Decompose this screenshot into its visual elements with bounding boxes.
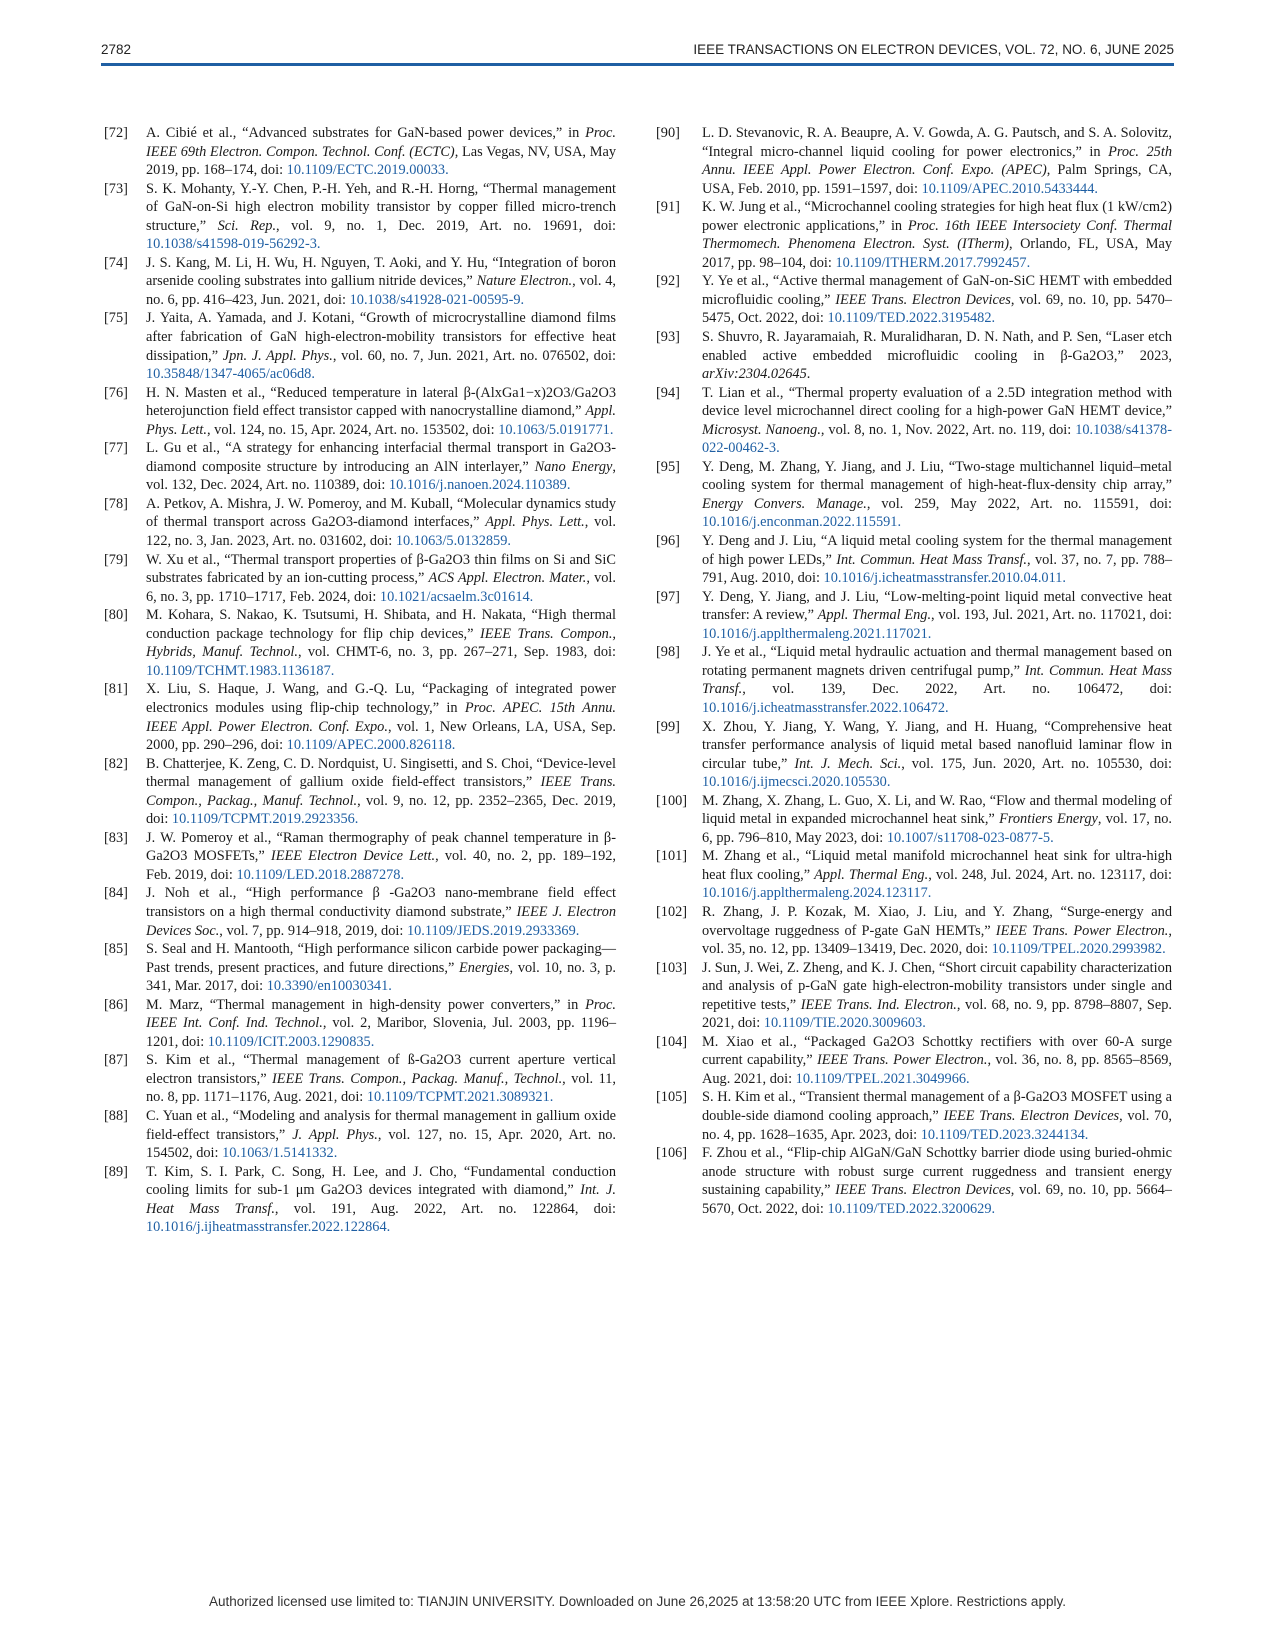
doi-link[interactable]: 10.1109/APEC.2010.5433444 <box>921 180 1095 197</box>
reference-entry <box>656 328 1172 384</box>
reference-entry <box>656 272 1172 328</box>
doi-link[interactable]: 10.1109/LED.2018.2887278 <box>236 866 401 883</box>
reference-details: , vol. 132, Dec. 2024, Art. no. 110389, doi: <box>146 458 616 494</box>
reference-number: [97] <box>656 588 680 605</box>
reference-venue: J. Appl. Phys. <box>292 1126 378 1143</box>
doi-link[interactable]: 10.1016/j.ijmecsci.2020.105530 <box>702 774 887 791</box>
reference-details: , vol. 2, Maribor, Slovenia, Jul. 2003, pp. 1196–1201, doi: <box>146 1015 616 1050</box>
reference-end-period: . <box>316 236 321 253</box>
reference-entry <box>656 1033 1173 1089</box>
doi-link[interactable]: 10.1109/ICIT.2003.1290835 <box>207 1033 371 1050</box>
reference-end-period: . <box>529 588 534 605</box>
doi-link[interactable]: 10.3390/en10030341 <box>266 978 389 995</box>
reference-details: , vol. CHMT-6, no. 3, pp. 267–271, Sep. 1983, doi: <box>297 644 617 661</box>
reference-end-period: . <box>945 699 949 716</box>
reference-details: , vol. 10, no. 3, p. 341, Mar. 2017, doi: <box>146 959 616 995</box>
doi-link[interactable]: 10.1016/j.icheatmasstransfer.2010.04.011 <box>823 570 1063 587</box>
reference-text <box>146 385 616 438</box>
reference-venue: IEEE Trans. Electron Devices <box>943 1107 1120 1124</box>
doi-link[interactable]: 10.1038/s41928-021-00595-9 <box>349 291 521 308</box>
reference-venue: Proc. 25th Annu. IEEE Appl. Power Electron. Conf. Expo. (APEC) <box>702 143 1172 179</box>
reference-number: [89] <box>104 1163 128 1180</box>
reference-details: , vol. 6, no. 3, pp. 1710–1717, Feb. 2024, doi: <box>146 570 616 605</box>
reference-details: , vol. 40, no. 2, pp. 189–192, Feb. 2019, doi: <box>146 848 617 883</box>
reference-number: [92] <box>656 273 680 290</box>
reference-details: , Las Vegas, NV, USA, May 2019, pp. 168–174, doi: <box>146 143 616 179</box>
doi-link[interactable]: 10.1109/TED.2022.3200629 <box>827 1200 992 1217</box>
reference-end-period: . <box>927 885 932 902</box>
reference-details: , vol. 11, no. 8, pp. 1171–1176, Aug. 2021, doi: <box>146 1070 616 1106</box>
reference-number: [76] <box>104 384 128 401</box>
reference-end-period: . <box>609 421 614 438</box>
doi-link[interactable]: 10.1109/TPEL.2021.3049966 <box>795 1070 967 1087</box>
doi-link[interactable]: 10.1109/TPEL.2020.2993982 <box>991 941 1163 958</box>
reference-number: [96] <box>656 533 680 550</box>
reference-details: , Orlando, FL, USA, May 2017, pp. 98–104, doi: <box>702 236 1172 271</box>
reference-venue: Int. Commun. Heat Mass Transf. <box>702 662 1172 698</box>
reference-text <box>146 830 616 883</box>
reference-entry <box>656 384 1173 458</box>
reference-end-period: . <box>333 1145 338 1162</box>
reference-authors-title: J. Ye et al., “Liquid metal hydraulic actuation and thermal management based on rotating permanent magnets driven centrifugal pump,” <box>702 644 1172 679</box>
reference-end-period: . <box>922 1015 926 1032</box>
reference-entry <box>104 606 616 680</box>
reference-details: , vol. 193, Jul. 2021, Art. no. 117021, doi: <box>931 607 1172 624</box>
reference-entry <box>104 1051 616 1107</box>
reference-text <box>702 848 1172 901</box>
reference-details: , vol. 139, Dec. 2022, Art. no. 106472, doi: <box>742 681 1172 698</box>
reference-end-period: . <box>566 477 571 494</box>
reference-entry <box>656 792 1173 848</box>
reference-end-period: . <box>776 440 780 457</box>
doi-link[interactable]: 10.1109/TED.2023.3244134 <box>920 1126 1085 1143</box>
reference-entry <box>656 588 1172 644</box>
reference-number: [79] <box>104 551 128 568</box>
reference-text <box>702 125 1172 197</box>
reference-text <box>702 385 1172 457</box>
reference-number: [85] <box>104 941 128 958</box>
reference-end-period: . <box>388 978 392 995</box>
reference-number: [82] <box>104 755 128 772</box>
reference-text <box>702 904 1172 957</box>
reference-authors-title: M. Zhang, X. Zhang, L. Guo, X. Li, and W. Rao, “Flow and thermal modeling of liquid metal in expanded microchannel heat sink,” <box>702 792 1172 828</box>
reference-text <box>146 607 616 679</box>
reference-number: [100] <box>656 792 688 809</box>
reference-number: [91] <box>656 199 680 216</box>
reference-authors-title: L. Gu et al., “A strategy for enhancing interfacial thermal transport in Ga2O3-diamond composite structure by introducing an AlN interlayer,” <box>146 440 616 475</box>
reference-venue: IEEE Trans. Compon., Packag. Manuf., Technol. <box>272 1070 563 1087</box>
reference-text <box>146 1108 616 1161</box>
reference-number: [90] <box>656 125 680 141</box>
reference-authors-title: M. Xiao et al., “Packaged Ga2O3 Schottky rectifiers with over 60-A surge current capability,” <box>702 1033 1172 1069</box>
reference-venue: Appl. Thermal Eng. <box>814 866 929 883</box>
reference-number: [78] <box>104 495 128 512</box>
reference-authors-title: Y. Ye et al., “Active thermal management of GaN-on-SiC HEMT with embedded microfluidic cooling,” <box>702 273 1172 308</box>
reference-end-period: . <box>520 291 525 308</box>
reference-venue: Proc. IEEE Int. Conf. Ind. Technol. <box>146 996 616 1032</box>
reference-number: [80] <box>104 607 128 624</box>
reference-authors-title: S. Kim et al., “Thermal management of ß-Ga2O3 current aperture vertical electron transistors,” <box>146 1052 616 1087</box>
reference-details: , Palm Springs, CA, USA, Feb. 2010, pp. 1591–1597, doi: <box>702 162 1172 197</box>
reference-details: , vol. 8, no. 1, Nov. 2022, Art. no. 119, doi: <box>820 421 1076 438</box>
reference-entry <box>104 1163 616 1237</box>
reference-text <box>702 1034 1172 1087</box>
reference-venue: IEEE Trans. Compon., Packag., Manuf. Technol. <box>146 774 616 809</box>
reference-entry <box>104 680 616 754</box>
reference-entry <box>656 124 1172 198</box>
reference-venue: Proc. 16th IEEE Intersociety Conf. Thermal Thermomech. Phenomena Electron. Syst. (ITherm) <box>702 217 1172 253</box>
doi-link[interactable]: 10.1109/APEC.2000.826118 <box>286 737 452 754</box>
doi-link[interactable]: 10.1109/TCHMT.1983.1136187 <box>146 662 331 679</box>
reference-authors-title: W. Xu et al., “Thermal transport properties of β-Ga2O3 thin films on Si and SiC substrates fabricated by an ion-cutting process,” <box>146 551 616 587</box>
reference-details: , vol. 17, no. 6, pp. 796–810, May 2023, doi: <box>702 811 1173 846</box>
reference-details: , vol. 124, no. 15, Apr. 2024, Art. no. 153502, doi: <box>206 421 499 438</box>
reference-venue: IEEE J. Electron Devices Soc. <box>146 903 617 939</box>
reference-authors-title: R. Zhang, J. P. Kozak, M. Xiao, J. Liu, and Y. Zhang, “Surge-energy and overvoltage ruggedness of P-gate GaN HEMTs,” <box>702 903 1172 939</box>
doi-link[interactable]: 10.1016/j.nanoen.2024.110389 <box>388 477 567 494</box>
reference-text <box>702 1145 1172 1217</box>
reference-end-period: . <box>897 514 902 531</box>
reference-entry <box>104 940 616 996</box>
reference-end-period: . <box>1084 1126 1089 1143</box>
reference-end-period: . <box>330 662 335 679</box>
reference-venue: Int. J. Heat Mass Transf. <box>146 1182 617 1217</box>
reference-text <box>146 552 616 605</box>
reference-authors-title: J. Noh et al., “High performance β -Ga2O3 nano-membrane field effect transistors on a high thermal conductivity diamond substrate,” <box>146 885 616 920</box>
reference-end-period: . <box>1162 941 1166 958</box>
reference-number: [81] <box>104 681 128 698</box>
reference-text <box>146 255 616 308</box>
doi-link[interactable]: 10.1016/j.enconman.2022.115591 <box>702 514 898 531</box>
reference-text <box>702 960 1172 1032</box>
journal-title: IEEE TRANSACTIONS ON ELECTRON DEVICES, VOL. 72, NO. 6, JUNE 2025 <box>693 42 1174 57</box>
reference-entry <box>104 1107 616 1163</box>
reference-entry <box>104 124 616 180</box>
reference-end-period: . <box>1050 829 1054 846</box>
reference-text <box>702 793 1172 846</box>
reference-entry <box>656 643 1172 717</box>
reference-number: [95] <box>656 458 680 475</box>
reference-venue: Energy Convers. Manage. <box>702 495 867 512</box>
reference-entry <box>104 180 616 254</box>
reference-end-period: . <box>386 1219 391 1236</box>
doi-link[interactable]: 10.1016/j.ijheatmasstransfer.2022.122864 <box>146 1219 387 1236</box>
doi-link[interactable]: 10.1016/j.icheatmasstransfer.2022.106472 <box>702 699 946 716</box>
reference-number: [83] <box>104 829 128 846</box>
reference-entry <box>656 847 1172 903</box>
reference-text <box>702 199 1172 271</box>
doi-link[interactable]: 10.1109/ECTC.2019.00033 <box>286 162 446 179</box>
reference-authors-title: J. Sun, J. Wei, Z. Zheng, and K. J. Chen, “Short circuit capability characterization and analysis of p-GaN gate high-electron-mobility transistors under single and repetitive tests,” <box>702 959 1172 1013</box>
reference-details: , vol. 122, no. 3, Jan. 2023, Art. no. 031602, doi: <box>146 514 617 550</box>
reference-details: , vol. 69, no. 10, pp. 5470–5475, Oct. 2022, doi: <box>702 291 1172 327</box>
reference-venue: IEEE Trans. Electron Devices <box>835 291 1011 308</box>
reference-text <box>702 273 1172 326</box>
reference-entry <box>656 1144 1172 1218</box>
reference-authors-title: T. Kim, S. I. Park, C. Song, H. Lee, and J. Cho, “Fundamental conduction cooling limits for sub-1 μm Ga2O3 devices integrated with diamond,” <box>146 1163 616 1199</box>
reference-venue: Energies <box>459 959 510 976</box>
reference-venue: IEEE Trans. Ind. Electron. <box>800 996 957 1013</box>
reference-number: [77] <box>104 440 128 457</box>
reference-details: , vol. 68, no. 9, pp. 8798–8807, Sep. 2021, doi: <box>702 996 1172 1032</box>
reference-text <box>146 1052 616 1105</box>
reference-venue: Proc. IEEE 69th Electron. Compon. Technol. Conf. (ECTC) <box>146 125 616 160</box>
reference-details: , vol. 9, no. 12, pp. 2352–2365, Dec. 2019, doi: <box>146 792 616 828</box>
reference-authors-title: J. W. Pomeroy et al., “Raman thermography of peak channel temperature in β-Ga2O3 MOSFETs,” <box>146 829 616 865</box>
reference-text <box>702 459 1172 531</box>
reference-text <box>146 756 616 828</box>
reference-authors-title: M. Zhang et al., “Liquid metal manifold microchannel heat sink for ultra-high heat flux cooling,” <box>702 848 1172 883</box>
reference-authors-title: J. Yaita, A. Yamada, and J. Kotani, “Growth of microcrystalline diamond films after fabrication of GaN high-electron-mobility transistors for effective heat dissipation,” <box>146 310 616 364</box>
reference-text <box>702 589 1172 642</box>
reference-venue: IEEE Trans. Electron Devices <box>835 1182 1011 1199</box>
reference-venue: Microsyst. Nanoeng. <box>702 421 821 438</box>
reference-details: , vol. 1, New Orleans, LA, USA, Sep. 2000, pp. 290–296, doi: <box>146 718 616 754</box>
reference-authors-title: J. S. Kang, M. Li, H. Wu, H. Nguyen, T. Aoki, and Y. Hu, “Integration of boron arsenide cooling substrates into gallium nitride devices,” <box>146 254 616 290</box>
doi-link[interactable]: 10.1063/5.0191771 <box>498 421 610 438</box>
reference-end-period: . <box>1094 180 1098 197</box>
doi-link[interactable]: 10.1007/s11708-023-0877-5 <box>886 829 1051 846</box>
reference-number: [105] <box>656 1089 688 1106</box>
reference-end-period: . <box>507 533 511 550</box>
reference-venue: Appl. Phys. Lett. <box>146 403 616 438</box>
doi-link[interactable]: 10.1038/s41598-019-56292-3 <box>146 236 317 253</box>
reference-end-period: . <box>451 737 456 754</box>
reference-end-period: . <box>575 922 580 939</box>
reference-venue: Jpn. J. Appl. Phys. <box>222 347 333 364</box>
reference-text <box>702 329 1172 382</box>
doi-link[interactable]: 10.1016/j.applthermaleng.2024.123117 <box>702 885 928 902</box>
reference-text <box>146 181 616 253</box>
reference-text <box>146 681 616 753</box>
doi-link[interactable]: 10.1038/s41378-022-00462-3 <box>702 421 1173 457</box>
reference-details: , vol. 7, pp. 914–918, 2019, doi: <box>219 922 407 939</box>
reference-venue: Int. Commun. Heat Mass Transf. <box>836 551 1028 568</box>
reference-venue: Appl. Thermal Eng. <box>817 607 932 624</box>
reference-end-period: . <box>991 310 996 327</box>
reference-authors-title: Y. Deng, M. Zhang, Y. Jiang, and J. Liu, “Two-stage multichannel liquid–metal cooling system for thermal management of high-heat-flux-density chip array,” <box>702 458 1172 494</box>
reference-authors-title: K. W. Jung et al., “Microchannel cooling strategies for high heat flux (1 kW/cm2) power electronic applications,” in <box>702 199 1172 234</box>
reference-authors-title: H. N. Masten et al., “Reduced temperature in lateral β-(AlxGa1−x)2O3/Ga2O3 heterojunction field effect transistor capped with nanocrystalline diamond,” <box>146 384 616 420</box>
reference-number: [94] <box>656 384 680 401</box>
reference-entry <box>104 495 616 551</box>
reference-details: , vol. 60, no. 7, Jun. 2021, Art. no. 076502, doi: <box>332 347 616 364</box>
reference-number: [75] <box>104 310 128 327</box>
reference-authors-title: S. Shuvro, R. Jayaramaiah, R. Muralidharan, D. N. Nath, and P. Sen, “Laser etch enabled active embedded microfluidic cooling in β-Ga2O3,” 2023, <box>702 329 1172 364</box>
reference-details: , vol. 36, no. 8, pp. 8565–8569, Aug. 2021, doi: <box>702 1052 1173 1087</box>
reference-end-period: . <box>886 774 891 791</box>
reference-venue: Frontiers Energy <box>999 811 1098 828</box>
reference-end-period: . <box>927 625 932 642</box>
reference-details: , vol. 248, Jul. 2024, Art. no. 123117, doi: <box>928 866 1172 883</box>
reference-details: , vol. 9, no. 1, Dec. 2019, Art. no. 19691, doi: <box>276 217 616 234</box>
reference-text <box>146 125 616 178</box>
reference-entry <box>656 458 1172 532</box>
doi-link[interactable]: 10.1109/ITHERM.2017.7992457 <box>835 254 1027 271</box>
reference-details: , vol. 191, Aug. 2022, Art. no. 122864, doi: <box>274 1200 616 1217</box>
reference-details: , vol. 35, no. 12, pp. 13409–13419, Dec. 2020, doi: <box>702 922 1172 958</box>
reference-authors-title: S. K. Mohanty, Y.-Y. Chen, P.-H. Yeh, and R.-H. Horng, “Thermal management of GaN-on-Si high electron mobility transistor by copper filled micro-trench structure,” <box>146 180 616 234</box>
reference-entry <box>104 829 616 885</box>
reference-details: , vol. 37, no. 7, pp. 788–791, Aug. 2010, doi: <box>702 551 1172 587</box>
reference-number: [99] <box>656 718 680 735</box>
doi-link[interactable]: 10.1109/TCPMT.2019.2923356 <box>171 811 355 828</box>
reference-number: [104] <box>656 1033 688 1050</box>
reference-venue: arXiv:2304.02645 <box>702 366 807 383</box>
reference-venue: Proc. APEC. 15th Annu. IEEE Appl. Power Electron. Conf. Expo. <box>146 699 616 735</box>
reference-entry <box>104 254 616 310</box>
doi-link[interactable]: 10.1109/JEDS.2019.2933369 <box>406 922 576 939</box>
reference-number: [103] <box>656 959 688 976</box>
reference-authors-title: A. Petkov, A. Mishra, J. W. Pomeroy, and M. Kuball, “Molecular dynamics study of thermal transport across Ga2O3-diamond interfaces,” <box>146 495 616 531</box>
reference-end-period: . <box>445 162 449 179</box>
reference-authors-title: F. Zhou et al., “Flip-chip AlGaN/GaN Schottky barrier diode using buried-ohmic anode structure with robust surge current ruggedness and transient energy sustaining capability,” <box>702 1145 1172 1199</box>
reference-entry <box>104 884 616 940</box>
reference-details: , vol. 69, no. 10, pp. 5664–5670, Oct. 2022, doi: <box>702 1182 1172 1217</box>
reference-venue: ACS Appl. Electron. Mater. <box>428 570 587 587</box>
references-left-column <box>104 124 616 1237</box>
reference-number: [73] <box>104 180 128 197</box>
reference-end-period: . <box>549 1089 554 1106</box>
reference-details: , vol. 259, May 2022, Art. no. 115591, doi: <box>866 495 1172 512</box>
reference-entry <box>104 309 616 383</box>
license-footer: Authorized licensed use limited to: TIANJIN UNIVERSITY. Downloaded on June 26,2025 at 13:58:20 UTC from IEEE Xplore. Restrictions apply. <box>209 1594 1066 1609</box>
reference-number: [72] <box>104 125 128 141</box>
doi-link[interactable]: 10.1063/1.5141332 <box>222 1145 334 1162</box>
reference-entry <box>104 996 616 1052</box>
page-number: 2782 <box>101 42 132 57</box>
reference-authors-title: Y. Deng, Y. Jiang, and J. Liu, “Low-melting-point liquid metal convective heat transfer: A review,” <box>702 588 1172 624</box>
reference-end-period: . <box>354 811 359 828</box>
reference-number: [101] <box>656 848 688 865</box>
reference-end-period: . <box>1026 254 1031 271</box>
reference-text <box>146 1164 616 1236</box>
reference-end-period: . <box>966 1070 970 1087</box>
reference-number: [84] <box>104 885 128 902</box>
reference-details: . <box>806 366 811 383</box>
reference-authors-title: B. Chatterjee, K. Zeng, C. D. Nordquist, U. Singisetti, and S. Choi, “Device-level thermal management of gallium oxide field-effect transistors,” <box>146 755 616 791</box>
reference-authors-title: T. Lian et al., “Thermal property evaluation of a 2.5D integration method with device level microchannel direct cooling for a high-power GaN HEMT device,” <box>702 384 1172 420</box>
reference-number: [102] <box>656 903 688 920</box>
reference-entry <box>104 384 616 440</box>
reference-end-period: . <box>1062 570 1067 587</box>
reference-text <box>146 440 616 493</box>
reference-authors-title: S. H. Kim et al., “Transient thermal management of a β-Ga2O3 MOSFET using a double-side diamond cooling approach,” <box>702 1089 1172 1124</box>
reference-authors-title: X. Liu, S. Haque, J. Wang, and G.-Q. Lu, “Packaging of integrated power electronics modules using flip-chip technology,” in <box>146 681 616 716</box>
reference-venue: IEEE Electron Device Lett. <box>270 848 436 865</box>
reference-details: , vol. 4, no. 6, pp. 416–423, Jun. 2021, doi: <box>146 273 616 308</box>
reference-entry <box>656 903 1172 959</box>
doi-link[interactable]: 10.1063/5.0132859 <box>395 533 508 550</box>
reference-venue: Int. J. Mech. Sci. <box>794 755 902 772</box>
reference-entry <box>656 532 1172 588</box>
reference-authors-title: X. Zhou, Y. Jiang, Y. Wang, Y. Jiang, and H. Huang, “Comprehensive heat transfer performance analysis of liquid metal based nanofluid laminar flow in circular tube,” <box>702 718 1172 772</box>
reference-text <box>146 310 616 382</box>
reference-venue: Nano Energy <box>534 458 613 475</box>
reference-entry <box>656 959 1172 1033</box>
reference-entry <box>656 718 1172 792</box>
reference-authors-title: L. D. Stevanovic, R. A. Beaupre, A. V. Gowda, A. G. Pautsch, and S. A. Solovitz, “Integral micro-channel liquid cooling for power electronics,” in <box>702 125 1172 160</box>
reference-venue: Sci. Rep. <box>217 217 277 234</box>
reference-entry <box>104 551 616 607</box>
reference-details: , vol. 70, no. 4, pp. 1628–1635, Apr. 2023, doi: <box>702 1107 1172 1143</box>
reference-venue: IEEE Trans. Power Electron. <box>995 922 1169 939</box>
reference-authors-title: A. Cibié et al., “Advanced substrates for GaN-based power devices,” in <box>146 125 586 141</box>
reference-number: [86] <box>104 996 128 1013</box>
reference-entry <box>104 755 616 829</box>
reference-authors-title: M. Marz, “Thermal management in high-density power converters,” in <box>146 996 586 1013</box>
reference-text <box>146 941 616 994</box>
reference-number: [74] <box>104 254 128 271</box>
reference-end-period: . <box>991 1200 996 1217</box>
reference-authors-title: S. Seal and H. Mantooth, “High performance silicon carbide power packaging—Past trends, present practices, and future directions,” <box>146 941 616 976</box>
reference-entry <box>104 439 616 495</box>
reference-text <box>146 496 616 549</box>
reference-number: [93] <box>656 329 680 346</box>
doi-link[interactable]: 10.1021/acsaelm.3c01614 <box>379 588 530 605</box>
reference-entry <box>656 198 1172 272</box>
reference-number: [88] <box>104 1107 128 1124</box>
reference-end-period: . <box>370 1033 375 1050</box>
reference-text <box>146 885 616 938</box>
reference-text <box>702 1089 1172 1142</box>
reference-number: [106] <box>656 1145 688 1162</box>
reference-text <box>146 997 616 1050</box>
references-right-column <box>656 124 1173 1218</box>
reference-text <box>702 719 1172 791</box>
reference-details: , vol. 175, Jun. 2020, Art. no. 105530, doi: <box>901 755 1172 772</box>
reference-venue: Nature Electron. <box>476 273 573 290</box>
doi-link[interactable]: 10.1016/j.applthermaleng.2021.117021 <box>702 625 928 642</box>
reference-authors-title: M. Kohara, S. Nakao, K. Tsutsumi, H. Shibata, and H. Nakata, “High thermal conduction package technology for flip chip devices,” <box>146 607 616 642</box>
reference-authors-title: Y. Deng and J. Liu, “A liquid metal cooling system for the thermal management of high power LEDs,” <box>702 533 1172 568</box>
reference-venue: IEEE Trans. Power Electron. <box>817 1052 988 1069</box>
page-header <box>101 36 1174 66</box>
reference-end-period: . <box>400 866 405 883</box>
reference-authors-title: C. Yuan et al., “Modeling and analysis for thermal management in gallium oxide field-effect transistors,” <box>146 1107 616 1143</box>
reference-text <box>702 533 1172 586</box>
doi-link[interactable]: 10.1109/TIE.2020.3009603 <box>763 1015 923 1032</box>
reference-number: [87] <box>104 1052 128 1069</box>
reference-end-period: . <box>311 366 315 383</box>
reference-venue: Appl. Phys. Lett. <box>485 514 585 531</box>
doi-link[interactable]: 10.1109/TED.2022.3195482 <box>827 310 992 327</box>
reference-venue: IEEE Trans. Compon., Hybrids, Manuf. Technol. <box>146 625 616 661</box>
doi-link[interactable]: 10.1109/TCPMT.2021.3089321 <box>366 1089 550 1106</box>
reference-details: , vol. 127, no. 15, Apr. 2020, Art. no. 154502, doi: <box>146 1126 617 1162</box>
reference-number: [98] <box>656 644 680 661</box>
reference-text <box>702 644 1172 716</box>
doi-link[interactable]: 10.35848/1347-4065/ac06d8 <box>146 366 312 383</box>
header-rule <box>101 63 1174 66</box>
reference-entry <box>656 1088 1172 1144</box>
